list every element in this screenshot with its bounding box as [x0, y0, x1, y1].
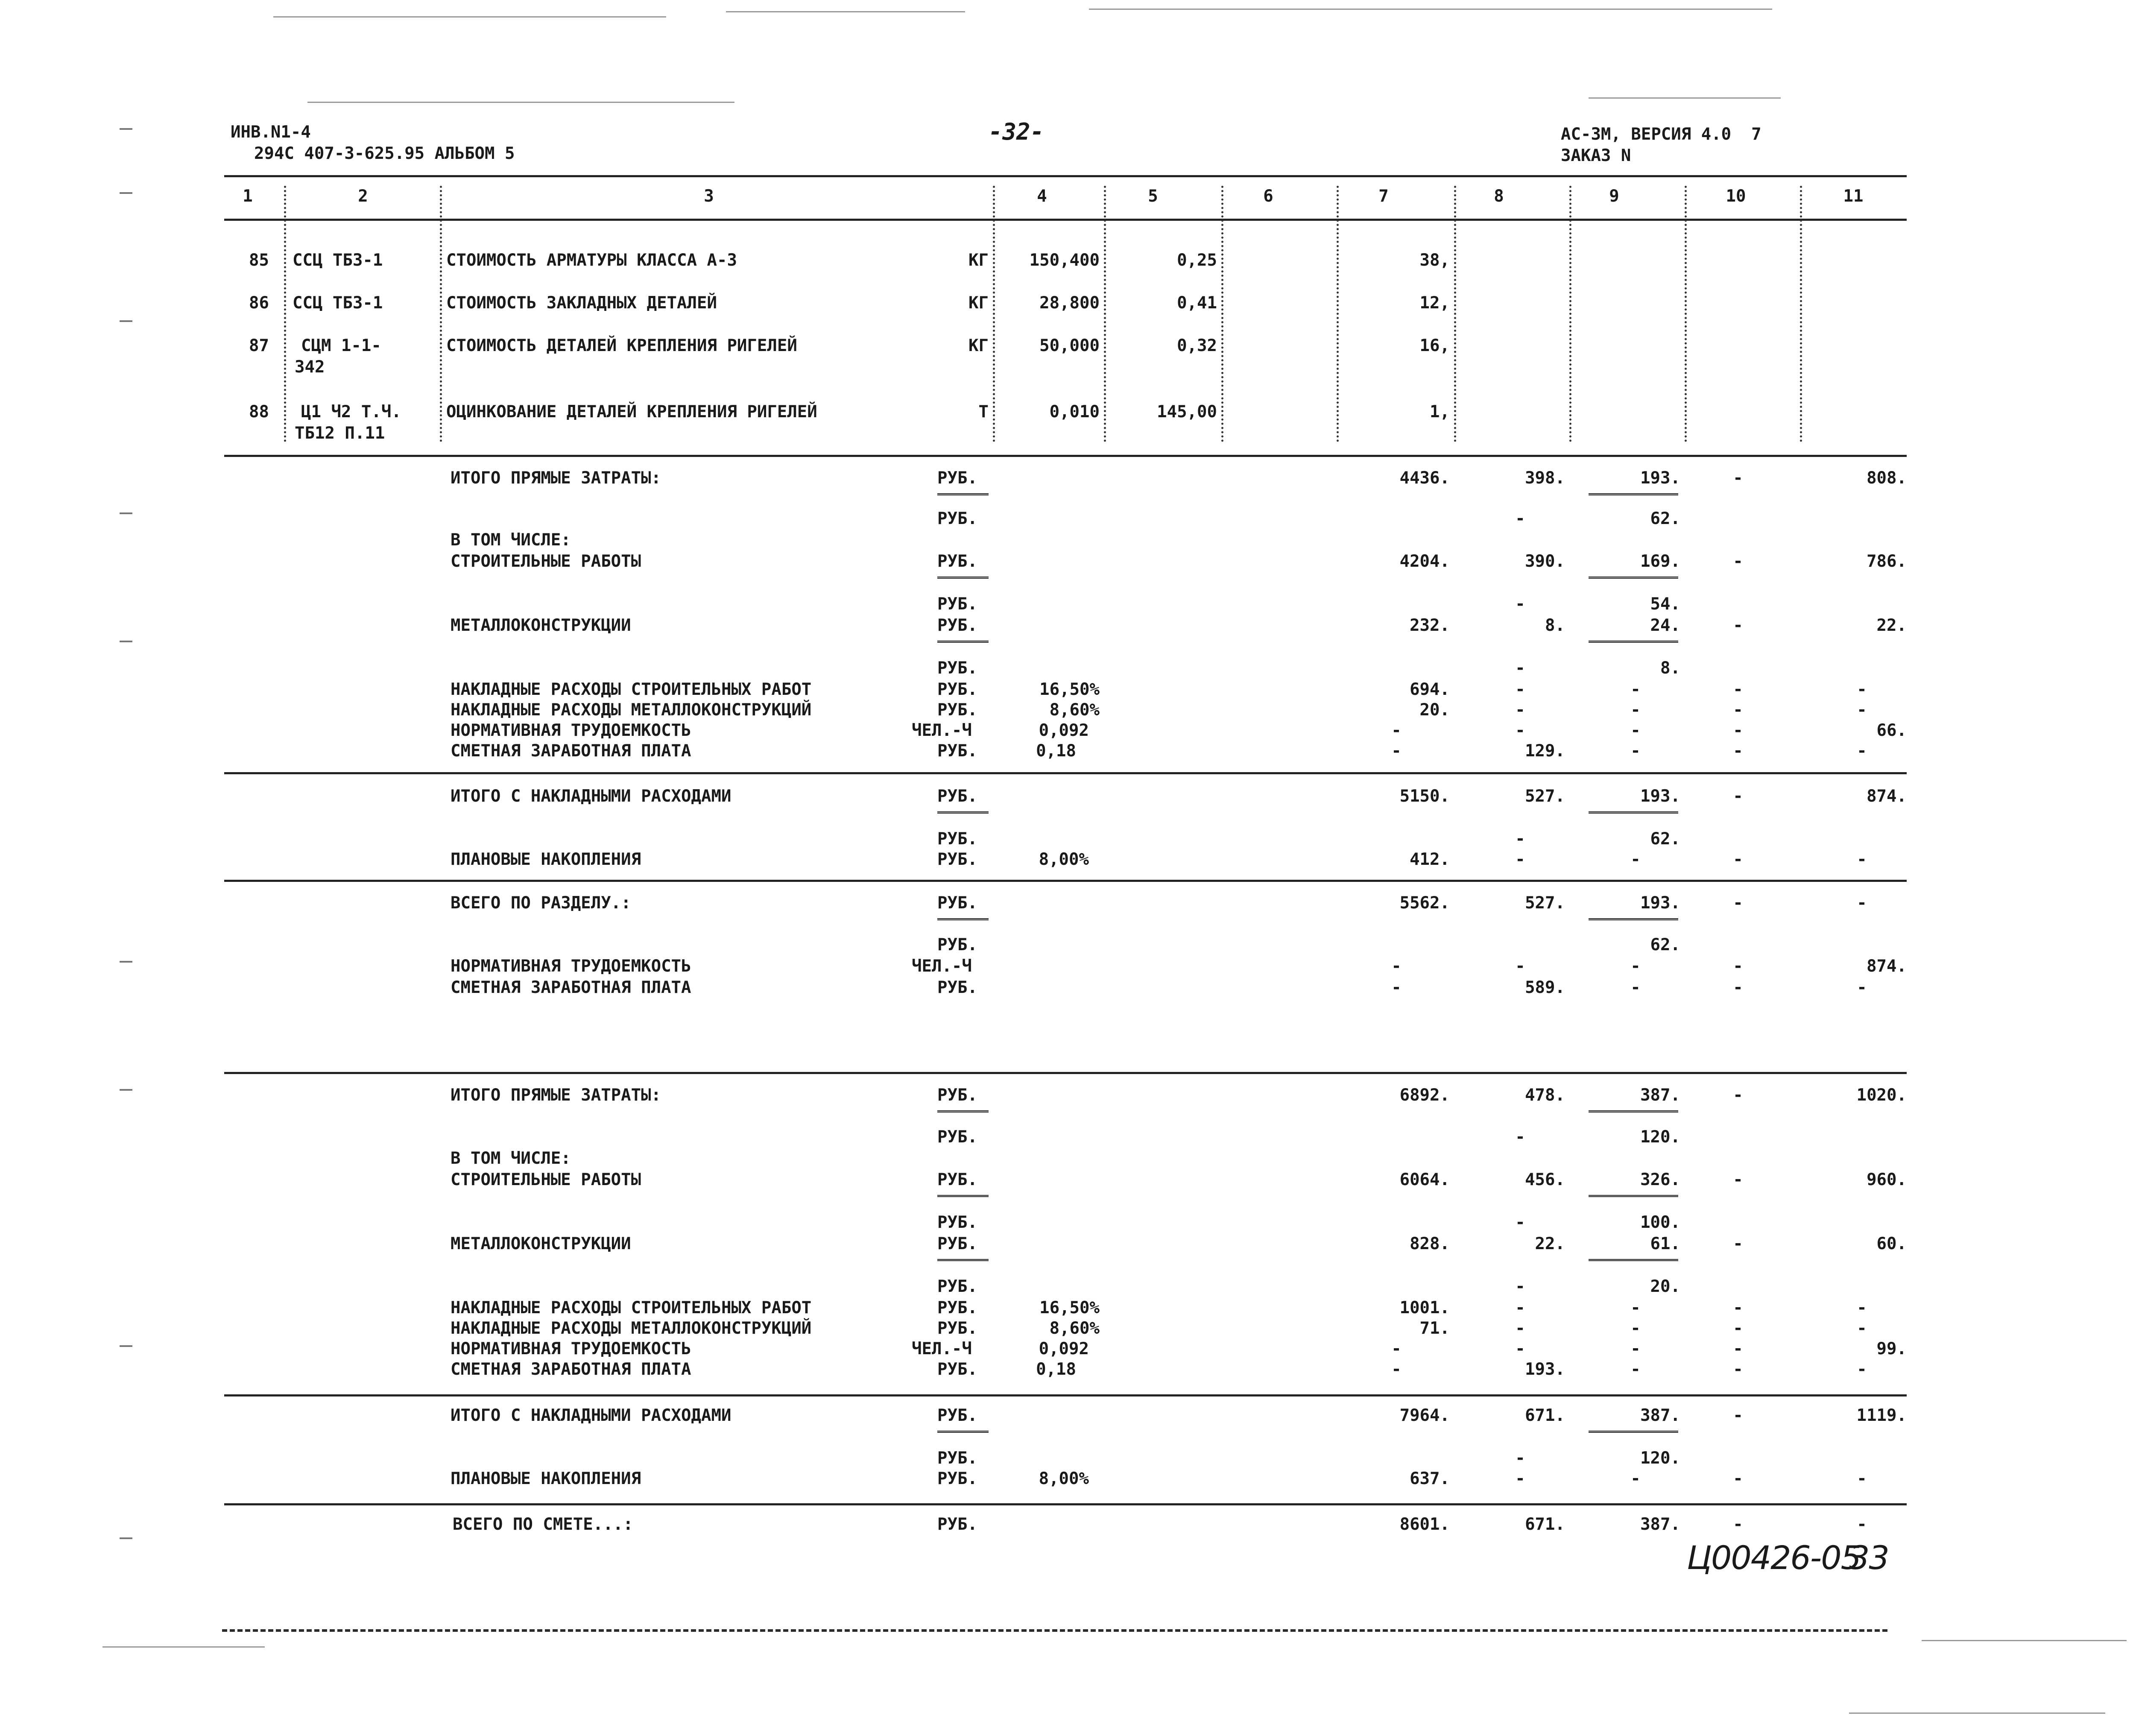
scan-line [1589, 97, 1781, 99]
currency-unit: РУБ. [937, 829, 977, 849]
s2-ovh-constr-c9: - [1630, 1298, 1641, 1317]
currency-unit: РУБ. [937, 1277, 977, 1296]
col-separator [284, 186, 286, 442]
s2-with-ovh-c8: 671. [1525, 1406, 1565, 1425]
section-rule [224, 1072, 1907, 1074]
currency-unit: РУБ. [937, 1360, 977, 1379]
total-wage-c9: - [1630, 978, 1641, 997]
summary-label: ИТОГО С НАКЛАДНЫМИ РАСХОДАМИ [451, 1406, 731, 1425]
col-separator [1221, 186, 1223, 442]
header-bottom-rule [224, 219, 1907, 221]
grand-c11: - [1857, 1515, 1867, 1534]
currency-unit: РУБ. [937, 1449, 977, 1468]
s2-wage-rate: 0,18 [1036, 1360, 1076, 1379]
s2-profit-c11: - [1857, 1469, 1867, 1488]
s2-direct-c8: 478. [1525, 1086, 1565, 1105]
s2-ovh-metal-c9: - [1630, 1319, 1641, 1338]
constr-c8: 390. [1525, 552, 1565, 571]
page-number: -32- [988, 118, 1045, 145]
item-unit-price: 0,25 [1177, 251, 1217, 270]
s2-direct-c7: 6892. [1399, 1086, 1450, 1105]
total-labor-c10: - [1733, 957, 1743, 976]
total-c8: 527. [1525, 893, 1565, 913]
col-header-10: 10 [1726, 187, 1746, 206]
summary-label: МЕТАЛЛОКОНСТРУКЦИИ [451, 1234, 631, 1253]
profit-c9: - [1630, 850, 1641, 869]
ovh-constr-c9: - [1630, 680, 1641, 699]
metal-c7: 232. [1410, 616, 1450, 635]
metal-c10: - [1733, 616, 1743, 635]
profit-c7: 412. [1410, 850, 1450, 869]
summary-label: ИТОГО ПРЯМЫЕ ЗАТРАТЫ: [451, 1086, 661, 1105]
unit-underline [937, 641, 989, 643]
item-description: СТОИМОСТЬ ЗАКЛАДНЫХ ДЕТАЛЕЙ [446, 293, 717, 313]
currency-unit: РУБ. [937, 1319, 977, 1338]
col-separator [1685, 186, 1687, 442]
col-header-2: 2 [358, 187, 368, 206]
margin-mark [120, 320, 132, 322]
item-quantity: 50,000 [1039, 336, 1100, 355]
total-wage-c11: - [1857, 978, 1867, 997]
summary-label: СТРОИТЕЛЬНЫЕ РАБОТЫ [451, 1170, 641, 1189]
scan-line [102, 1646, 265, 1648]
total-wage-c7: - [1391, 978, 1402, 997]
col-header-4: 4 [1037, 187, 1047, 206]
s2-direct-sub-c9: 120. [1640, 1127, 1680, 1147]
s2-ovh-metal-c11: - [1857, 1319, 1867, 1338]
col-header-1: 1 [243, 187, 253, 206]
s2-ovh-constr-pct: 16,50% [1039, 1298, 1100, 1317]
summary-label: ПЛАНОВЫЕ НАКОПЛЕНИЯ [451, 1469, 641, 1488]
s2-ovh-constr-c8: - [1515, 1298, 1525, 1317]
labor-c9: - [1630, 721, 1641, 740]
with-ovh-c10: - [1733, 787, 1743, 806]
labor-c8: - [1515, 721, 1525, 740]
item-quantity: 0,010 [1049, 402, 1100, 422]
col-separator [993, 186, 995, 442]
incl-label: В ТОМ ЧИСЛЕ: [451, 530, 571, 550]
s2-ovh-metal-c8: - [1515, 1319, 1525, 1338]
labor-c7: - [1391, 721, 1402, 740]
value-underline [1589, 493, 1678, 495]
item-description: СТОИМОСТЬ АРМАТУРЫ КЛАССА А-3 [446, 251, 737, 270]
program-version: АС-3М, ВЕРСИЯ 4.0 7 [1561, 125, 1761, 144]
currency-unit: РУБ. [937, 594, 977, 614]
item-total: 12, [1419, 293, 1450, 313]
ovh-metal-c11: - [1857, 700, 1867, 720]
unit-underline [937, 811, 989, 814]
currency-unit: РУБ. [937, 616, 977, 635]
item-description: ОЦИНКОВАНИЕ ДЕТАЛЕЙ КРЕПЛЕНИЯ РИГЕЛЕЙ [446, 402, 817, 422]
currency-unit: РУБ. [937, 893, 977, 913]
summary-label: СТРОИТЕЛЬНЫЕ РАБОТЫ [451, 552, 641, 571]
col-header-9: 9 [1609, 187, 1619, 206]
s2-labor-c11: 99. [1876, 1339, 1907, 1358]
currency-unit: РУБ. [937, 659, 977, 678]
item-number: 86 [249, 293, 269, 313]
s2-profit-c8: - [1515, 1469, 1525, 1488]
summary-label: СМЕТНАЯ ЗАРАБОТНАЯ ПЛАТА [451, 978, 691, 997]
currency-unit: РУБ. [937, 1469, 977, 1488]
labor-unit: ЧЕЛ.-Ч [912, 721, 972, 740]
with-ovh-c8: 527. [1525, 787, 1565, 806]
item-code-line2: 342 [295, 357, 325, 377]
s2-ovh-constr-c11: - [1857, 1298, 1867, 1317]
total-c11: - [1857, 893, 1867, 913]
total-sub-c9: 62. [1650, 935, 1680, 954]
table-top-rule [224, 175, 1907, 177]
total-wage-c10: - [1733, 978, 1743, 997]
currency-unit: РУБ. [937, 741, 977, 761]
s2-ovh-constr-c10: - [1733, 1298, 1743, 1317]
item-code: ССЦ ТБ3-1 [293, 251, 383, 270]
item-total: 38, [1419, 251, 1450, 270]
constr-c7: 4204. [1399, 552, 1450, 571]
ovh-constr-c7: 694. [1410, 680, 1450, 699]
currency-unit: РУБ. [937, 552, 977, 571]
currency-unit: РУБ. [937, 935, 977, 954]
unit-underline [937, 1259, 989, 1261]
s2-direct-c10: - [1733, 1086, 1743, 1105]
currency-unit: РУБ. [937, 700, 977, 720]
labor-c11: 66. [1876, 721, 1907, 740]
s2-with-ovh-c9: 387. [1640, 1406, 1680, 1425]
currency-unit: РУБ. [937, 1406, 977, 1425]
margin-mark [120, 192, 132, 194]
item-number: 85 [249, 251, 269, 270]
direct-c11: 808. [1867, 468, 1907, 488]
unit-underline [937, 577, 989, 579]
col-header-8: 8 [1494, 187, 1504, 206]
s2-labor-c7: - [1391, 1339, 1402, 1358]
direct-c8: 398. [1525, 468, 1565, 488]
s2-constr-sub-c8: - [1515, 1213, 1525, 1232]
s2-ovh-constr-c7: 1001. [1399, 1298, 1450, 1317]
s2-metal-sub-c8: - [1515, 1277, 1525, 1296]
col-header-5: 5 [1148, 187, 1158, 206]
summary-label: НАКЛАДНЫЕ РАСХОДЫ МЕТАЛЛОКОНСТРУКЦИЙ [451, 700, 812, 720]
constr-c11: 786. [1867, 552, 1907, 571]
item-unit: КГ [968, 336, 989, 355]
value-underline [1589, 641, 1678, 643]
s2-with-ovh-sub-c8: - [1515, 1449, 1525, 1468]
total-labor-c9: - [1630, 957, 1641, 976]
item-unit: Т [978, 402, 989, 422]
col-header-6: 6 [1263, 187, 1273, 206]
grand-c7: 8601. [1399, 1515, 1450, 1534]
s2-metal-c10: - [1733, 1234, 1743, 1253]
col-separator [1337, 186, 1339, 442]
total-labor-c7: - [1391, 957, 1402, 976]
item-unit-price: 0,32 [1177, 336, 1217, 355]
with-ovh-sub-c9: 62. [1650, 829, 1680, 849]
s2-metal-c11: 60. [1876, 1234, 1907, 1253]
col-separator [1800, 186, 1802, 442]
s2-profit-pct: 8,00% [1039, 1469, 1089, 1488]
scan-line [307, 102, 734, 103]
unit-underline [937, 1110, 989, 1112]
s2-ovh-metal-pct: 8,60% [1049, 1319, 1100, 1338]
currency-unit: РУБ. [937, 1170, 977, 1189]
summary-label: НАКЛАДНЫЕ РАСХОДЫ СТРОИТЕЛЬНЫХ РАБОТ [451, 680, 812, 699]
total-c9: 193. [1640, 893, 1680, 913]
unit-underline [937, 1431, 989, 1433]
item-unit-price: 0,41 [1177, 293, 1217, 313]
currency-unit: РУБ. [937, 850, 977, 869]
s2-with-ovh-sub-c9: 120. [1640, 1449, 1680, 1468]
wage-rate: 0,18 [1036, 741, 1076, 761]
col-header-3: 3 [704, 187, 714, 206]
labor-rate: 0,092 [1039, 721, 1089, 740]
section-rule [224, 1503, 1907, 1505]
total-c7: 5562. [1399, 893, 1450, 913]
ovh-constr-pct: 16,50% [1039, 680, 1100, 699]
value-underline [1589, 1195, 1678, 1197]
with-ovh-c11: 874. [1867, 787, 1907, 806]
grand-total-label: ВСЕГО ПО СМЕТЕ...: [453, 1515, 633, 1534]
col-separator [1569, 186, 1571, 442]
margin-mark [120, 1537, 132, 1539]
item-description: СТОИМОСТЬ ДЕТАЛЕЙ КРЕПЛЕНИЯ РИГЕЛЕЙ [446, 336, 797, 355]
incl-label: В ТОМ ЧИСЛЕ: [451, 1149, 571, 1168]
summary-label: ВСЕГО ПО РАЗДЕЛУ.: [451, 893, 631, 913]
inventory-number: ИНВ.N1-4 [231, 123, 311, 142]
col-separator [1454, 186, 1456, 442]
profit-c11: - [1857, 850, 1867, 869]
ovh-constr-c10: - [1733, 680, 1743, 699]
item-total: 16, [1419, 336, 1450, 355]
wage-c7: - [1391, 741, 1402, 761]
ovh-metal-c9: - [1630, 700, 1641, 720]
s2-labor-c8: - [1515, 1339, 1525, 1358]
margin-mark [120, 128, 132, 130]
labor-c10: - [1733, 721, 1743, 740]
scan-line [1089, 9, 1772, 10]
ovh-metal-c8: - [1515, 700, 1525, 720]
currency-unit: РУБ. [937, 1086, 977, 1105]
item-number: 87 [249, 336, 269, 355]
s2-constr-sub-c9: 100. [1640, 1213, 1680, 1232]
s2-metal-c8: 22. [1535, 1234, 1565, 1253]
summary-label: МЕТАЛЛОКОНСТРУКЦИИ [451, 616, 631, 635]
grand-c9: 387. [1640, 1515, 1680, 1534]
s2-ovh-metal-c7: 71. [1419, 1319, 1450, 1338]
s2-metal-c7: 828. [1410, 1234, 1450, 1253]
col-separator [440, 186, 442, 442]
metal-c8: 8. [1545, 616, 1565, 635]
ovh-metal-pct: 8,60% [1049, 700, 1100, 720]
scan-line [726, 11, 965, 12]
metal-sub-c8: - [1515, 659, 1525, 678]
wage-c11: - [1857, 741, 1867, 761]
with-ovh-sub-c8: - [1515, 829, 1525, 849]
s2-wage-c9: - [1630, 1360, 1641, 1379]
s2-direct-c11: 1020. [1856, 1086, 1907, 1105]
item-quantity: 150,400 [1029, 251, 1100, 270]
margin-mark [120, 641, 132, 642]
s2-constr-c10: - [1733, 1170, 1743, 1189]
currency-unit: РУБ. [937, 1234, 977, 1253]
direct-sub-c9: 62. [1650, 509, 1680, 528]
s2-constr-c8: 456. [1525, 1170, 1565, 1189]
ovh-constr-c8: - [1515, 680, 1525, 699]
currency-unit: РУБ. [937, 1515, 977, 1534]
profit-pct: 8,00% [1039, 850, 1089, 869]
value-underline [1589, 1110, 1678, 1112]
currency-unit: РУБ. [937, 509, 977, 528]
item-code-line2: ТБ12 П.11 [295, 424, 385, 443]
wage-c8: 129. [1525, 741, 1565, 761]
margin-mark [120, 1089, 132, 1091]
s2-with-ovh-c7: 7964. [1399, 1406, 1450, 1425]
item-quantity: 28,800 [1039, 293, 1100, 313]
metal-c9: 24. [1650, 616, 1680, 635]
ovh-metal-c10: - [1733, 700, 1743, 720]
s2-profit-c7: 637. [1410, 1469, 1450, 1488]
unit-underline [937, 1195, 989, 1197]
summary-label: ПЛАНОВЫЕ НАКОПЛЕНИЯ [451, 850, 641, 869]
s2-constr-c7: 6064. [1399, 1170, 1450, 1189]
ovh-metal-c7: 20. [1419, 700, 1450, 720]
summary-label: НОРМАТИВНАЯ ТРУДОЕМКОСТЬ [451, 957, 691, 976]
item-number: 88 [249, 402, 269, 422]
s2-direct-c9: 387. [1640, 1086, 1680, 1105]
currency-unit: РУБ. [937, 468, 977, 488]
value-underline [1589, 918, 1678, 920]
scan-line [1922, 1640, 2127, 1641]
summary-label: ИТОГО С НАКЛАДНЫМИ РАСХОДАМИ [451, 787, 731, 806]
item-code: СЦМ 1-1- [301, 336, 381, 355]
summary-label: ИТОГО ПРЯМЫЕ ЗАТРАТЫ: [451, 468, 661, 488]
summary-label: СМЕТНАЯ ЗАРАБОТНАЯ ПЛАТА [451, 1360, 691, 1379]
value-underline [1589, 811, 1678, 814]
currency-unit: РУБ. [937, 787, 977, 806]
col-header-11: 11 [1843, 187, 1864, 206]
items-bottom-rule [224, 455, 1907, 457]
col-separator [1104, 186, 1106, 442]
col-header-7: 7 [1378, 187, 1389, 206]
handwritten-sheet-number: 33 [1849, 1539, 1889, 1577]
with-ovh-c9: 193. [1640, 787, 1680, 806]
total-labor-c11: 874. [1867, 957, 1907, 976]
metal-sub-c9: 8. [1660, 659, 1680, 678]
total-labor-c8: - [1515, 957, 1525, 976]
unit-underline [937, 918, 989, 920]
wage-c9: - [1630, 741, 1641, 761]
summary-label: НОРМАТИВНАЯ ТРУДОЕМКОСТЬ [451, 1339, 691, 1358]
scan-line [273, 16, 666, 18]
s2-profit-c9: - [1630, 1469, 1641, 1488]
currency-unit: РУБ. [937, 1298, 977, 1317]
s2-wage-c7: - [1391, 1360, 1402, 1379]
s2-ovh-metal-c10: - [1733, 1319, 1743, 1338]
item-unit-price: 145,00 [1157, 402, 1217, 422]
s2-wage-c8: 193. [1525, 1360, 1565, 1379]
s2-constr-c11: 960. [1867, 1170, 1907, 1189]
unit-underline [937, 493, 989, 495]
album-reference: 294С 407-3-625.95 АЛЬБОМ 5 [254, 144, 515, 163]
direct-sub-c8: - [1515, 509, 1525, 528]
profit-c8: - [1515, 850, 1525, 869]
direct-c9: 193. [1640, 468, 1680, 488]
item-unit: КГ [968, 293, 989, 313]
labor-unit: ЧЕЛ.-Ч [912, 957, 972, 976]
item-total: 1, [1430, 402, 1450, 422]
profit-c10: - [1733, 850, 1743, 869]
wage-c10: - [1733, 741, 1743, 761]
s2-wage-c11: - [1857, 1360, 1867, 1379]
currency-unit: РУБ. [937, 1213, 977, 1232]
constr-c10: - [1733, 552, 1743, 571]
s2-constr-c9: 326. [1640, 1170, 1680, 1189]
total-wage-c8: 589. [1525, 978, 1565, 997]
s2-wage-c10: - [1733, 1360, 1743, 1379]
margin-mark [120, 1345, 132, 1347]
scan-line [1849, 1713, 2105, 1714]
perforation-line [222, 1629, 1887, 1632]
constr-sub-c8: - [1515, 594, 1525, 614]
metal-c11: 22. [1876, 616, 1907, 635]
s2-labor-c9: - [1630, 1339, 1641, 1358]
summary-label: НАКЛАДНЫЕ РАСХОДЫ СТРОИТЕЛЬНЫХ РАБОТ [451, 1298, 812, 1317]
section-rule [224, 772, 1907, 774]
constr-sub-c9: 54. [1650, 594, 1680, 614]
s2-labor-c10: - [1733, 1339, 1743, 1358]
grand-c10: - [1733, 1515, 1743, 1534]
s2-with-ovh-c10: - [1733, 1406, 1743, 1425]
summary-label: СМЕТНАЯ ЗАРАБОТНАЯ ПЛАТА [451, 741, 691, 761]
value-underline [1589, 1259, 1678, 1261]
s2-metal-c9: 61. [1650, 1234, 1680, 1253]
s2-profit-c10: - [1733, 1469, 1743, 1488]
currency-unit: РУБ. [937, 680, 977, 699]
labor-unit: ЧЕЛ.-Ч [912, 1339, 972, 1358]
direct-c7: 4436. [1399, 468, 1450, 488]
s2-metal-sub-c9: 20. [1650, 1277, 1680, 1296]
grand-c8: 671. [1525, 1515, 1565, 1534]
section-rule [224, 880, 1907, 882]
with-ovh-c7: 5150. [1399, 787, 1450, 806]
ovh-constr-c11: - [1857, 680, 1867, 699]
margin-mark [120, 961, 132, 963]
s2-with-ovh-c11: 1119. [1856, 1406, 1907, 1425]
item-unit: КГ [968, 251, 989, 270]
summary-label: НАКЛАДНЫЕ РАСХОДЫ МЕТАЛЛОКОНСТРУКЦИЙ [451, 1319, 812, 1338]
total-c10: - [1733, 893, 1743, 913]
item-code: ССЦ ТБ3-1 [293, 293, 383, 313]
order-number: ЗАКАЗ N [1561, 146, 1631, 165]
s2-labor-rate: 0,092 [1039, 1339, 1089, 1358]
margin-mark [120, 512, 132, 514]
value-underline [1589, 577, 1678, 579]
item-code: Ц1 Ч2 Т.Ч. [301, 402, 401, 422]
constr-c9: 169. [1640, 552, 1680, 571]
value-underline [1589, 1431, 1678, 1433]
section-rule [224, 1394, 1907, 1396]
direct-c10: - [1733, 468, 1743, 488]
summary-label: НОРМАТИВНАЯ ТРУДОЕМКОСТЬ [451, 721, 691, 740]
currency-unit: РУБ. [937, 978, 977, 997]
handwritten-doc-code: Ц00426-05 [1687, 1539, 1861, 1577]
s2-direct-sub-c8: - [1515, 1127, 1525, 1147]
currency-unit: РУБ. [937, 1127, 977, 1147]
